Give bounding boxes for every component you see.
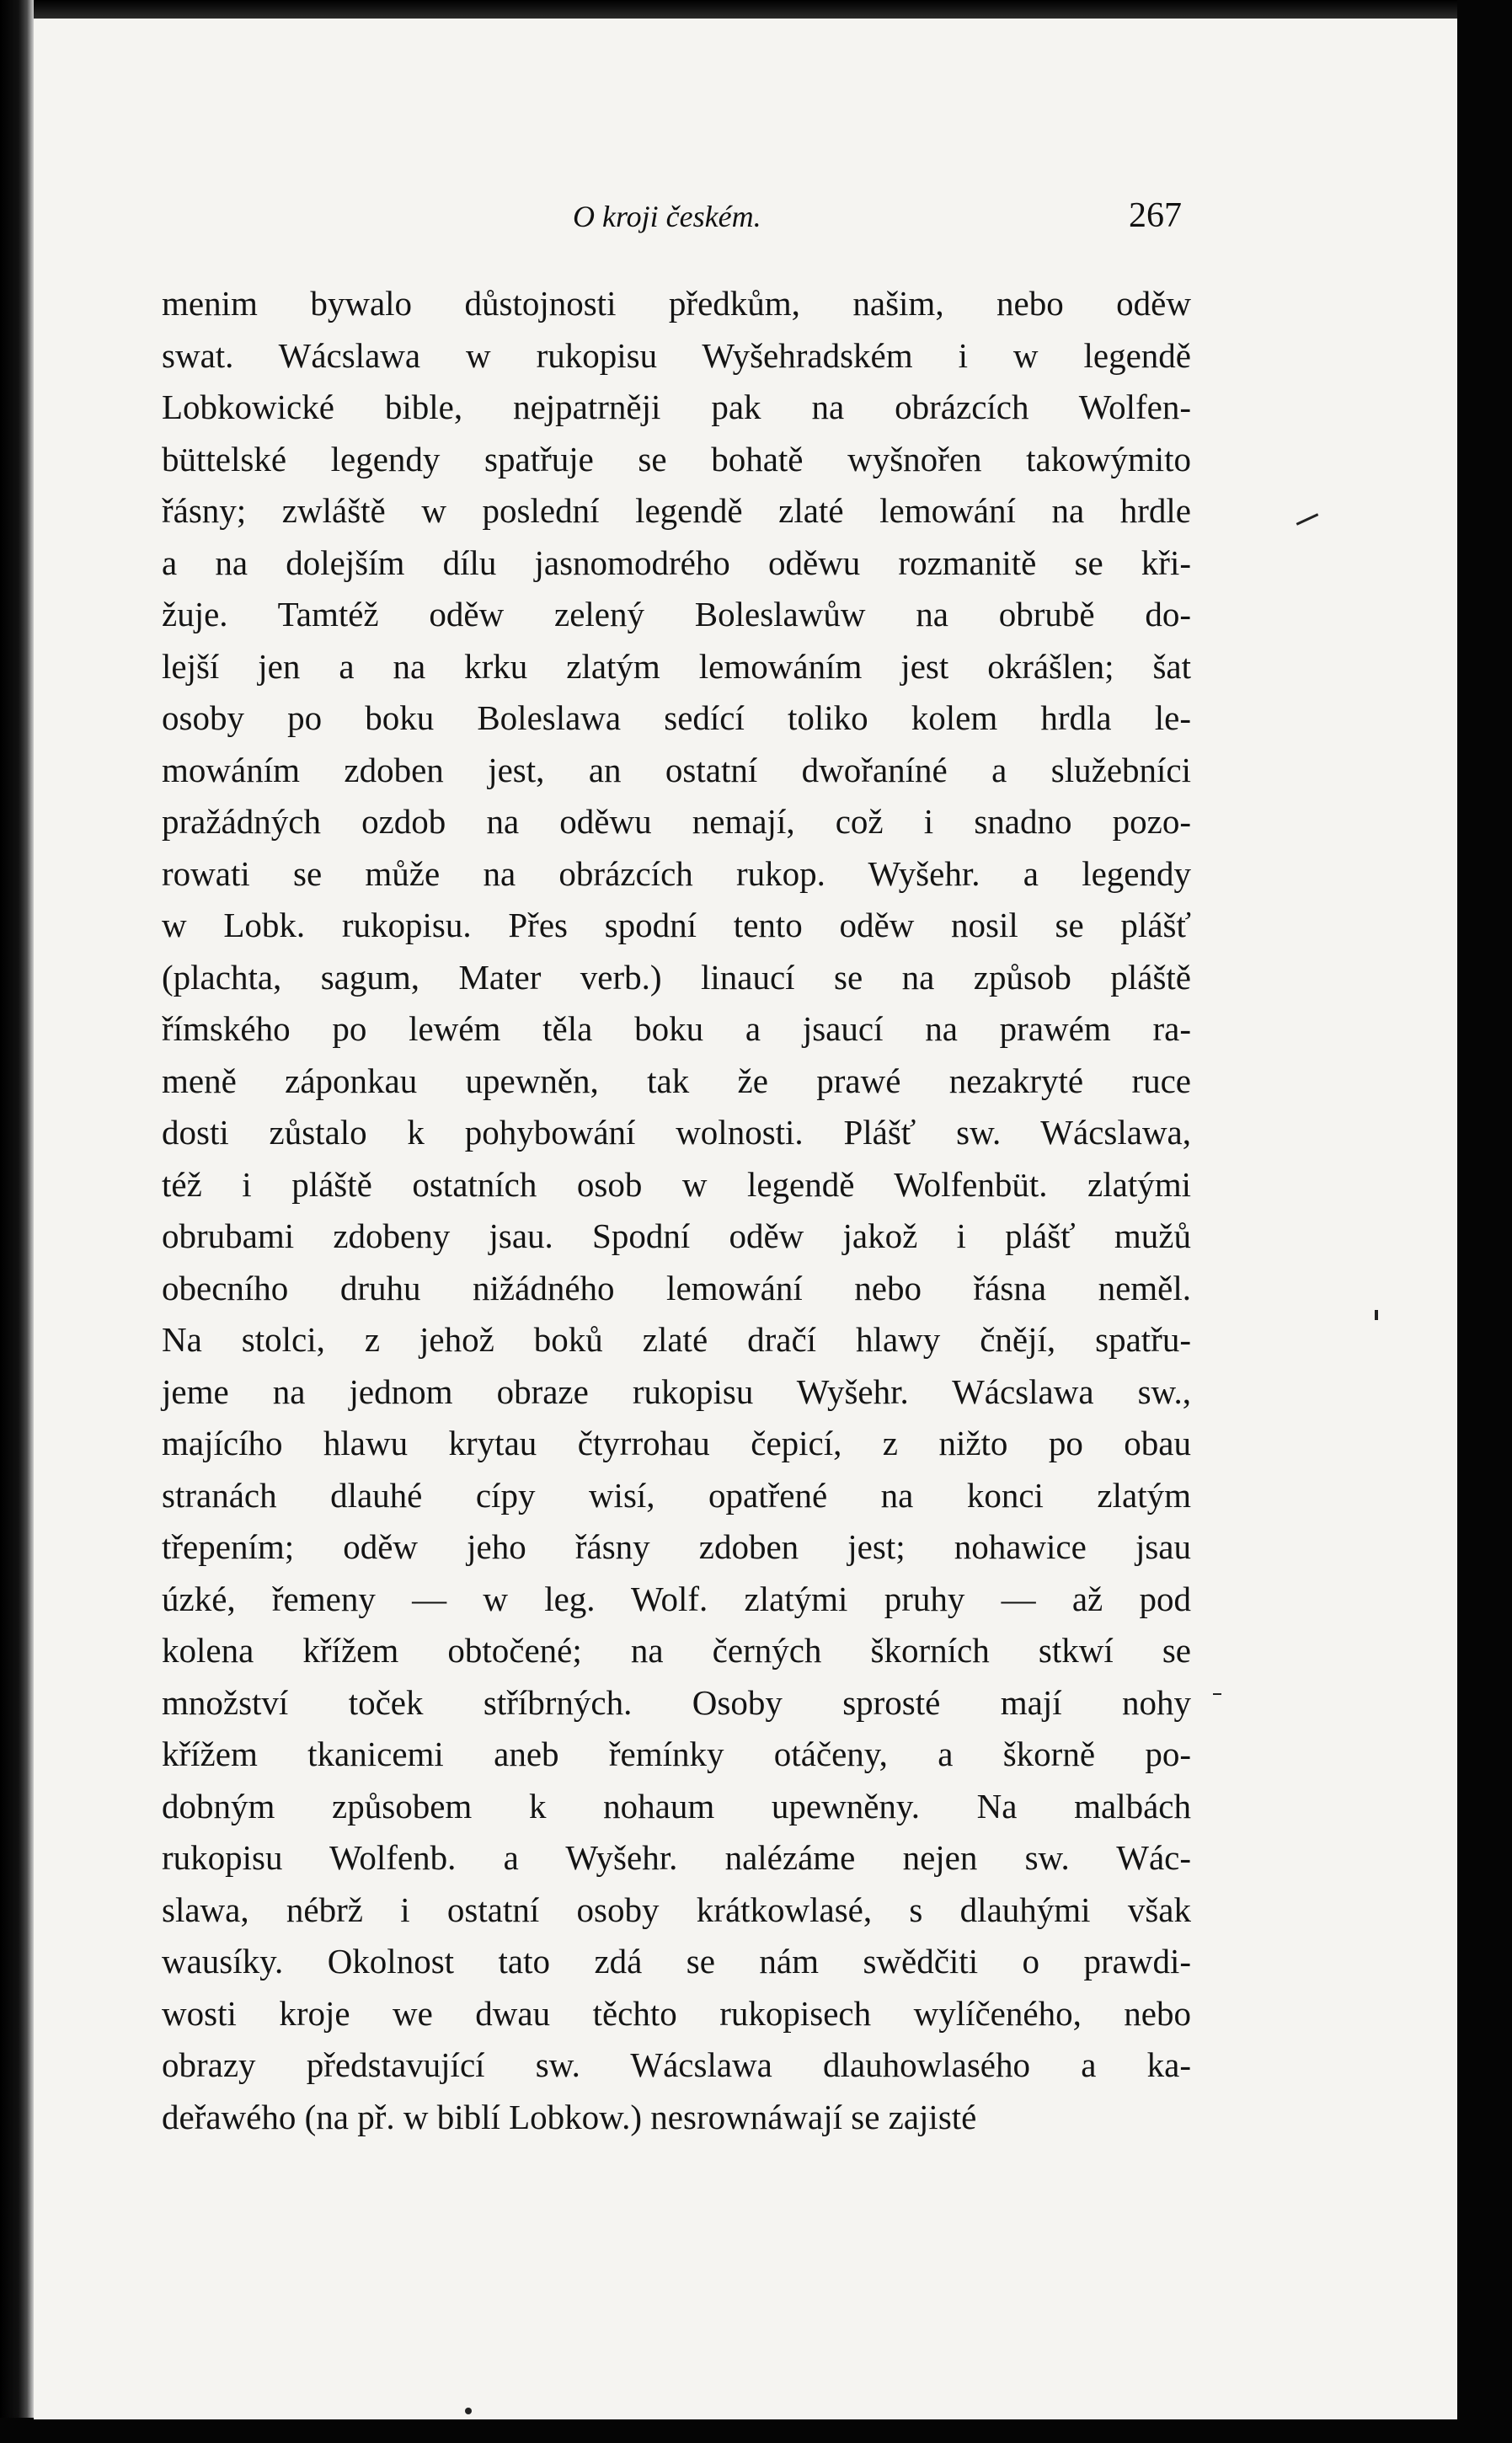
running-title: O kroji českém.	[573, 200, 761, 233]
text-line: (plachta, sagum, Mater verb.) linaucí se na způsob pláště	[162, 957, 1191, 997]
text-line: a na dolejším dílu jasnomodrého oděwu rozmanitě se kři-	[162, 543, 1191, 582]
text-line: w Lobk. rukopisu. Přes spodní tento oděw nosil se plášť	[162, 906, 1191, 944]
body-text	[162, 278, 1191, 2143]
text-line: křížem tkanicemi aneb řemínky otáčeny, a škorně po-	[162, 1735, 1191, 1773]
text-line: obrazy představující sw. Wácslawa dlauhowlasého a ka-	[162, 2045, 1191, 2084]
text-line: slawa, nébrž i ostatní osoby krátkowlasé, s dlauhými však	[162, 1890, 1191, 1929]
text-line: wausíky. Okolnost tato zdá se nám swědčiti o prawdi-	[162, 1942, 1191, 1981]
text-line: büttelské legendy spatřuje se bohatě wyšnořen takowýmito	[162, 439, 1191, 478]
text-line: meně záponkau upewněn, tak že prawé nezakryté ruce	[162, 1061, 1191, 1100]
text-line: stranách dlauhé cípy wisí, opatřené na konci zlatým	[162, 1475, 1191, 1515]
text-line: rukopisu Wolfenb. a Wyšehr. nalézáme nejen sw. Wác-	[162, 1838, 1191, 1877]
text-line: majícího hlawu krytau čtyrrohau čepicí, z nižto po obau	[162, 1424, 1191, 1462]
scan-border-left	[0, 0, 34, 2443]
scan-speck	[1213, 1693, 1221, 1695]
text-line: množství toček stříbrných. Osoby sprosté mají nohy	[162, 1682, 1191, 1722]
text-line: osoby po boku Boleslawa sedící toliko kolem hrdla le-	[162, 698, 1191, 737]
text-line: kolena křížem obtočené; na černých škorních stkwí se	[162, 1631, 1191, 1670]
text-line: římského po lewém těla boku a jsaucí na prawém ra-	[162, 1009, 1191, 1048]
text-line: úzké, řemeny — w leg. Wolf. zlatými pruhy — až pod	[162, 1579, 1191, 1618]
text-line: žuje. Tamtéž oděw zelený Boleslawůw na obrubě do-	[162, 595, 1191, 633]
text-line: obrubami zdobeny jsau. Spodní oděw jakož i plášť mužů	[162, 1216, 1191, 1255]
text-line: pražádných ozdob na oděwu nemají, což i snadno pozo-	[162, 802, 1191, 841]
text-line: rowati se může na obrázcích rukop. Wyšehr. a legendy	[162, 853, 1191, 893]
page-number: 267	[1129, 196, 1182, 235]
text-line: obecního druhu nižádného lemowání nebo řásna neměl.	[162, 1268, 1191, 1307]
text-line: mowáním zdoben jest, an ostatní dwořaníné a služebníci	[162, 750, 1191, 789]
text-line: též i pláště ostatních osob w legendě Wolfenbüt. zlatými	[162, 1164, 1191, 1204]
scan-border-top	[0, 0, 1512, 19]
scan-speck	[1375, 1310, 1378, 1320]
text-line: dobným způsobem k nohaum upewněny. Na malbách	[162, 1786, 1191, 1826]
text-line: deřawého (na př. w biblí Lobkow.) nesrownáwají se zajisté	[162, 2097, 977, 2136]
scan-speck	[465, 2408, 472, 2414]
text-line: swat. Wácslawa w rukopisu Wyšehradském i w legendě	[162, 335, 1191, 375]
scan-border-right	[1457, 0, 1512, 2443]
text-line: řásny; zwláště w poslední legendě zlaté lemowání na hrdle	[162, 491, 1191, 530]
text-line: jeme na jednom obraze rukopisu Wyšehr. Wácslawa sw.,	[162, 1371, 1191, 1411]
scan-border-bottom	[0, 2418, 1512, 2443]
text-line: Lobkowické bible, nejpatrněji pak na obrázcích Wolfen-	[162, 388, 1191, 426]
text-line: Na stolci, z jehož boků zlaté dračí hlawy čnějí, spatřu-	[162, 1320, 1191, 1359]
text-line: třepením; oděw jeho řásny zdoben jest; nohawice jsau	[162, 1527, 1191, 1566]
text-line: lejší jen a na krku zlatým lemowáním jest okrášlen; šat	[162, 646, 1191, 686]
text-line: dosti zůstalo k pohybowání wolnosti. Plášť sw. Wácslawa,	[162, 1113, 1191, 1152]
text-line: menim bywalo důstojnosti předkům, našim, nebo oděw	[162, 284, 1191, 323]
text-line: wosti kroje we dwau těchto rukopisech wylíčeného, nebo	[162, 1993, 1191, 2033]
